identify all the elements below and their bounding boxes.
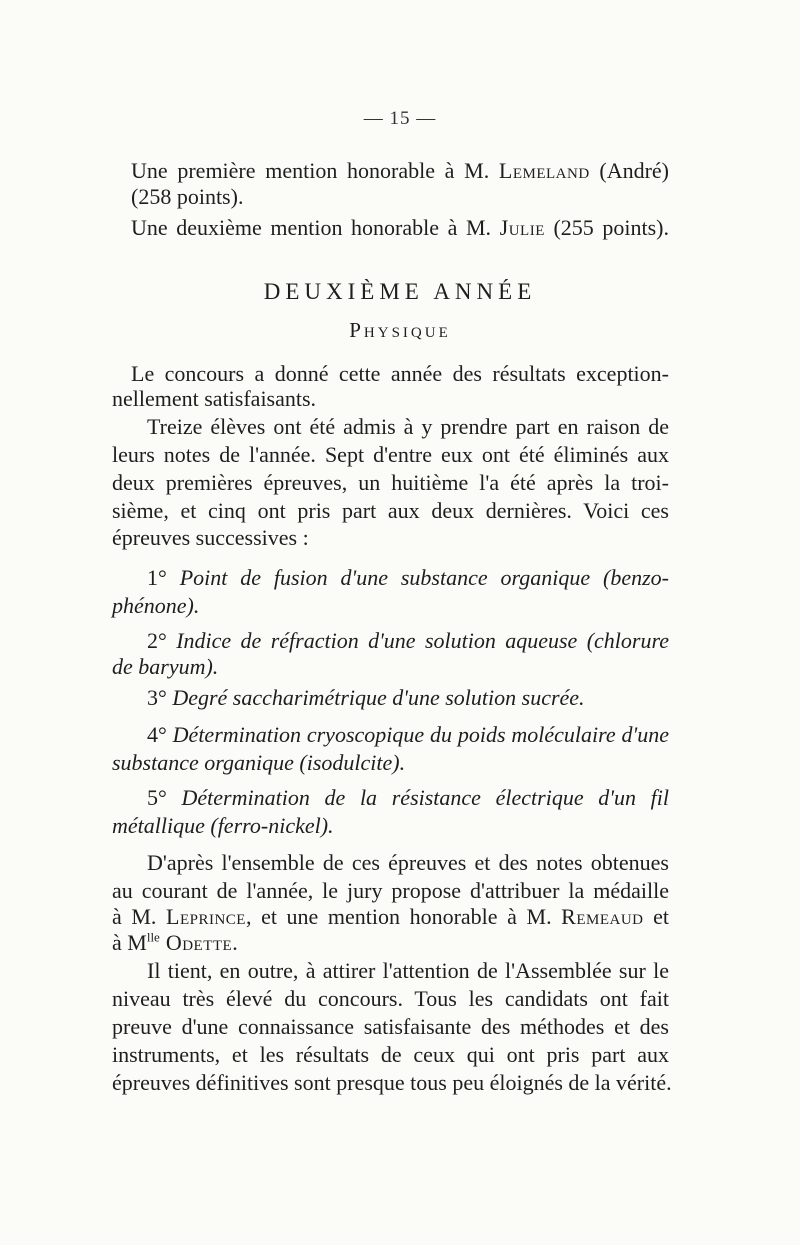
paragraph-line: Il tient, en outre, à attirer l'attention de l'Assemblée sur le	[147, 958, 669, 983]
paragraph-line: au courant de l'année, le jury propose d'attribuer la médaille	[112, 878, 669, 903]
item-text: Degré saccharimétrique d'une solution sucrée.	[172, 685, 585, 710]
item-number: 5°	[147, 785, 167, 810]
superscript: lle	[146, 929, 160, 945]
mention-line-1	[131, 158, 669, 184]
mention-text: Une première mention honorable à M.	[131, 158, 499, 183]
paragraph-line: sième, et cinq ont pris part aux deux dernières. Voici ces	[112, 498, 669, 523]
epreuve-continuation: métallique (ferro-nickel).	[112, 813, 334, 838]
item-number: 2°	[147, 628, 167, 653]
paragraph-line	[112, 930, 650, 956]
person-name: Lemeland	[498, 158, 590, 183]
paragraph-text: à M.	[112, 904, 167, 929]
paragraph-line: leurs notes de l'année. Sept d'entre eux ont été éliminés aux	[112, 442, 669, 467]
item-text: Détermination cryoscopique du poids moléculaire d'une	[172, 722, 669, 747]
epreuve-continuation: phénone).	[112, 593, 200, 618]
epreuve-item	[147, 685, 685, 711]
person-name: Julie	[499, 215, 545, 240]
paragraph-text: et	[643, 904, 669, 929]
paragraph-line: deux premières épreuves, un huitième l'a été après la troi-	[112, 470, 669, 495]
epreuve-continuation: de baryum).	[112, 654, 219, 679]
person-name: Odette	[159, 930, 233, 955]
paragraph-line: instruments, et les résultats de ceux qui ont pris part aux	[112, 1042, 669, 1067]
paragraph-line: Le concours a donné cette année des résultats exception-	[131, 361, 669, 386]
paragraph-line: D'après l'ensemble de ces épreuves et des notes obtenues	[147, 850, 669, 875]
section-subtitle: Physique	[349, 318, 451, 342]
paragraph-line: épreuves définitives sont presque tous peu éloignés de la vérité.	[112, 1070, 672, 1095]
item-number: 4°	[147, 722, 167, 747]
paragraph-line: épreuves successives :	[112, 525, 309, 550]
paragraph-line: preuve d'une connaissance satisfaisante des méthodes et des	[112, 1014, 669, 1039]
mention-line-2: (258 points).	[131, 184, 244, 209]
paragraph-line	[112, 904, 669, 930]
item-number: 1°	[147, 565, 167, 590]
person-name: Remeaud	[561, 904, 644, 929]
item-text: Indice de réfraction d'une solution aqueuse (chlorure	[176, 628, 669, 653]
paragraph-line: nellement satisfaisants.	[112, 386, 317, 411]
item-text: Détermination de la résistance électrique d'un fil	[181, 785, 669, 810]
epreuve-continuation: substance organique (isodulcite).	[112, 750, 406, 775]
paragraph-text: .	[232, 930, 238, 955]
epreuve-item	[147, 785, 669, 811]
mention-text: (André)	[589, 158, 669, 183]
paragraph-line: Treize élèves ont été admis à y prendre part en raison de	[147, 414, 669, 439]
paragraph-text: à M	[112, 930, 147, 955]
page-number: — 15 —	[363, 108, 437, 129]
mention-text: (255 points).	[544, 215, 669, 240]
item-text: Point de fusion d'une substance organique (benzo-	[179, 565, 669, 590]
epreuve-item	[147, 628, 669, 654]
epreuve-item	[147, 565, 669, 591]
item-number: 3°	[147, 685, 167, 710]
epreuve-item	[147, 722, 669, 748]
person-name: Leprince	[166, 904, 246, 929]
paragraph-line: niveau très élevé du concours. Tous les candidats ont fait	[112, 986, 669, 1011]
paragraph-text: , et une mention honorable à M.	[245, 904, 562, 929]
mention-text: Une deuxième mention honorable à M.	[131, 215, 500, 240]
mention-line-3	[131, 215, 669, 241]
section-title: DEUXIÈME ANNÉE	[263, 279, 537, 304]
